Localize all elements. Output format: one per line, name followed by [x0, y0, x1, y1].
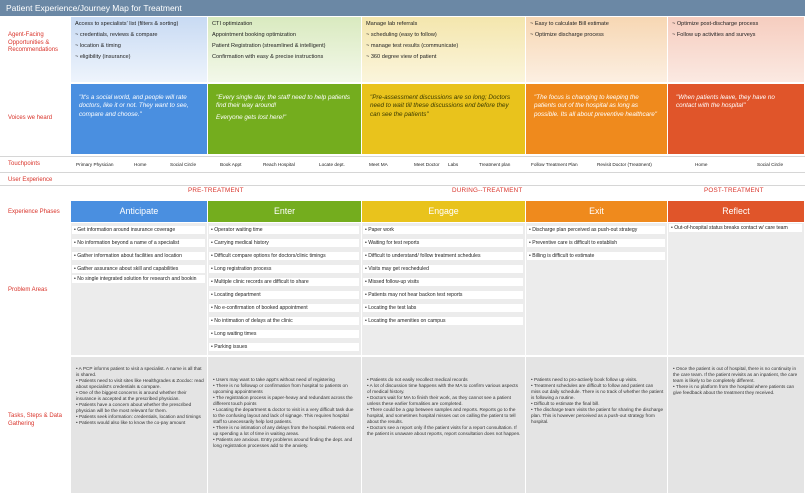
problem-item: • No information beyond a name of a specialist	[72, 239, 205, 247]
opportunity-item: ~ scheduling (easy to follow)	[366, 32, 437, 38]
phase-group-during-treatment: DURING--TREATMENT	[452, 187, 523, 194]
touchpoint: Treatment plan	[479, 162, 511, 167]
tasks-column-1	[71, 357, 207, 493]
voice-quote-2	[208, 84, 361, 154]
row-label-voices: Voices we heard	[8, 115, 53, 121]
problem-item: • Parking issues	[209, 343, 359, 351]
row-label-problem-areas: Problem Areas	[8, 287, 48, 293]
problem-item: • Locating the test labs	[363, 304, 523, 312]
problem-item: • Multiple clinic records are difficult to share	[209, 278, 359, 286]
phase-enter: Enter	[208, 201, 361, 222]
task-item: • A PCP informs patient to visit a specialist. A name is all that is shared.	[76, 366, 202, 377]
problem-item: • Preventive care is difficult to establish	[527, 239, 665, 247]
task-item: • Patients need to pro-actively book follow up visits.	[531, 377, 638, 382]
opportunity-item: Patient Registration (streamlined & intelligent)	[212, 43, 326, 49]
touchpoint: Social Circle	[757, 162, 784, 167]
problem-item: • Visits may get rescheduled	[363, 265, 523, 273]
opportunity-item: ~ manage test results (communicate)	[366, 43, 459, 49]
problem-item: • Get information around insurance coverage	[72, 226, 205, 234]
problem-item: • Out-of-hospital status breaks contact w/ care team	[669, 224, 802, 232]
task-item: • A lot of discussion time happens with the MA to confirm various aspects of medical history.	[367, 383, 518, 394]
task-item: • Treatment schedules are difficult to follow and patient can miss out daily schedule. There is no track of whether the patient is following a routine.	[531, 383, 664, 400]
opportunity-item: ~ Optimize post-discharge process	[672, 21, 759, 27]
opportunity-item: Appointment booking optimization	[212, 32, 296, 38]
touchpoint: Meet MA	[369, 162, 388, 167]
voice-quote-3: "Pre-assessment discussions are so long; Doctors need to wait till these discussions end before they can see the patients"	[362, 84, 525, 154]
touchpoint: Home	[695, 162, 708, 167]
problem-item: • Missed follow-up visits	[363, 278, 523, 286]
row-label-experience-phases: Experience Phases	[8, 209, 60, 215]
problem-item: • Paper work	[363, 226, 523, 234]
voice-quote-text: "Every single day, the staff need to help patients find their way around!	[216, 94, 351, 110]
problem-item: • Long waiting times	[209, 330, 359, 338]
problem-item: • No e-confirmation of booked appointment	[209, 304, 359, 312]
problem-item: • Gather information about facilities and location	[72, 252, 205, 260]
touchpoint: Reach Hospital	[263, 162, 295, 167]
problem-column-2	[208, 223, 361, 355]
task-item: • Users may want to take appt's without need of registering	[213, 377, 335, 382]
opportunity-card-5	[668, 17, 804, 82]
opportunity-item: ~ location & timing	[75, 43, 121, 49]
opportunity-item: ~ eligibility (insurance)	[75, 54, 131, 60]
problem-item: • No single integrated solution for research and bookin	[72, 275, 205, 283]
touchpoint: Book Appt	[220, 162, 242, 167]
opportunity-card-2	[208, 17, 361, 82]
problem-item: • Locating department	[209, 291, 359, 299]
row-label-touchpoints: Touchpoints	[8, 161, 41, 167]
task-item: • Doctors wait for MA to finish their work, as they cannot see a patient unless these earlier formalities are completed.	[367, 395, 511, 406]
voice-quote-5: "When patients leave, they have no contact with the hospital"	[668, 84, 804, 154]
task-item: • Patients are anxious. Entry problems around finding the dept. and long registration processes add to the anxiety.	[213, 437, 353, 448]
opportunity-card-3	[362, 17, 525, 82]
problem-column-1	[71, 223, 207, 355]
tasks-column-3	[362, 357, 525, 493]
opportunity-card-1	[71, 17, 207, 82]
opportunity-item: CTI optimization	[212, 21, 253, 27]
phase-exit: Exit	[526, 201, 667, 222]
task-item: • There is no intimation of any delays from the hospital. Patients end up spending a lot of time in waiting areas.	[213, 425, 355, 436]
problem-item: • Billing is difficult to estimate	[527, 252, 665, 260]
task-item: • Patients would also like to know the co-pay amount	[76, 420, 186, 425]
problem-item: • Difficult compare options for doctors/clinic timings	[209, 252, 359, 260]
touchpoint: Home	[134, 162, 147, 167]
task-item: • One of the biggest concerns is around whether their insurance is accepted at the prescribed physician.	[76, 390, 187, 401]
problem-column-4	[526, 223, 667, 355]
phase-group-post-treatment: POST-TREATMENT	[704, 187, 764, 194]
task-item: • Difficult to estimate the final bill.	[531, 401, 600, 406]
opportunity-item: ~ Optimize discharge process	[530, 32, 604, 38]
tasks-column-2	[208, 357, 361, 493]
problem-item: • Operator waiting time	[209, 226, 359, 234]
problem-item: • No intimation of delays at the clinic	[209, 317, 359, 325]
opportunity-item: ~ Follow up activities and surveys	[672, 32, 756, 38]
task-item: • Patients need to visit sites like Healthgrades & Zocdoc: read about specialist's credentials & compare.	[76, 378, 204, 389]
opportunity-item: Confirmation with easy & precise instructions	[212, 54, 324, 60]
touchpoint: Revisit Doctor (Treatment)	[597, 162, 652, 167]
problem-item: • Difficult to understand/ follow treatment schedules	[363, 252, 523, 260]
problem-item: • Gather assurance about skill and capabilities	[72, 265, 205, 273]
phase-engage: Engage	[362, 201, 525, 222]
task-item: • There is no followup or confirmation from hospital to patients on upcoming appointments	[213, 383, 348, 394]
opportunity-item: Access to specialists' list (filters & sorting)	[75, 21, 179, 27]
problem-item: • Patients may not hear backon test reports	[363, 291, 523, 299]
voice-quote-text: Everyone gets lost here!"	[216, 113, 287, 121]
touchpoint: Meet Doctor	[414, 162, 440, 167]
tasks-column-4	[526, 357, 667, 493]
row-label-tasks: Tasks, Steps & Data Gathering	[8, 413, 63, 427]
touchpoint: Locate dept.	[319, 162, 345, 167]
touchpoint: Follow Treatment Plan	[531, 162, 578, 167]
task-item: • There could be a gap between samples and reports. Reports go to the hospital, and sometimes hospital misses out on calling the patient to tell about the results.	[367, 407, 516, 424]
opportunity-card-4	[526, 17, 667, 82]
row-label-user-experience: User Experience	[8, 177, 53, 183]
phase-group-pre-treatment: PRE-TREATMENT	[188, 187, 244, 194]
page-title: Patient Experience/Journey Map for Treatment	[0, 0, 805, 16]
problem-column-3	[362, 223, 525, 355]
task-item: • There is no platform from the hospital where patients can give feedback about the treatment they received.	[673, 384, 795, 395]
tasks-column-5	[668, 357, 804, 493]
task-item: • Doctors see a report only if the patient visits for a report consultation. If the patient is unaware about reports, report consultation does not happen.	[367, 425, 521, 436]
phase-anticipate: Anticipate	[71, 201, 207, 222]
touchpoint: Labs	[448, 162, 459, 167]
task-item: • Patients do not easily recollect medical records	[367, 377, 468, 382]
task-item: • Once the patient is out of hospital, there is no continuity in the care team. If the patient revisits as an inpatient, the care team is likely to be completely different.	[673, 366, 798, 383]
opportunity-item: ~ 360 degree view of patient	[366, 54, 437, 60]
task-item: • The discharge team visits the patient for sharing the discharge plan. This is however perceived as a push-out strategy from hospital.	[531, 407, 664, 424]
voice-quote-1: "It's a social world, and people will rate doctors, like it or not. They want to see, compare and choose."	[71, 84, 207, 154]
row-label-opportunities: Agent-Facing Opportunities & Recommendations	[8, 32, 59, 53]
problem-item: • Waiting for test reports	[363, 239, 523, 247]
problem-item: • Long registration process	[209, 265, 359, 273]
phase-reflect: Reflect	[668, 201, 804, 222]
problem-item: • Discharge plan perceived as push-out strategy	[527, 226, 665, 234]
task-item: • The registration process is paper-heavy and redundant across the different touch points	[213, 395, 353, 406]
task-item: • Patients have a concern about whether the prescribed physician will be the most relevant for them.	[76, 402, 192, 413]
opportunity-item: Manage lab referrals	[366, 21, 418, 27]
problem-item: • Locating the amenities on campus	[363, 317, 523, 325]
touchpoint: Primary Physician	[76, 162, 114, 167]
opportunity-item: ~ Easy to calculate Bill estimate	[530, 21, 609, 27]
task-item: • Patients seek information: credentials, location and timings	[76, 414, 201, 419]
opportunity-item: ~ credentials, reviews & compare	[75, 32, 158, 38]
task-item: • Locating the department & doctor to visit is a very difficult task due to the confusing layout and lack of signage. This requires hospital staff to unecessarily help lost patients.	[213, 407, 354, 424]
problem-column-5	[668, 223, 804, 355]
touchpoint: Social Circle	[170, 162, 197, 167]
voice-quote-4: "The focus is changing to keeping the patients out of the hospital as long as possible. Its all about preventive healthcare"	[526, 84, 667, 154]
problem-item: • Carrying medical history	[209, 239, 359, 247]
